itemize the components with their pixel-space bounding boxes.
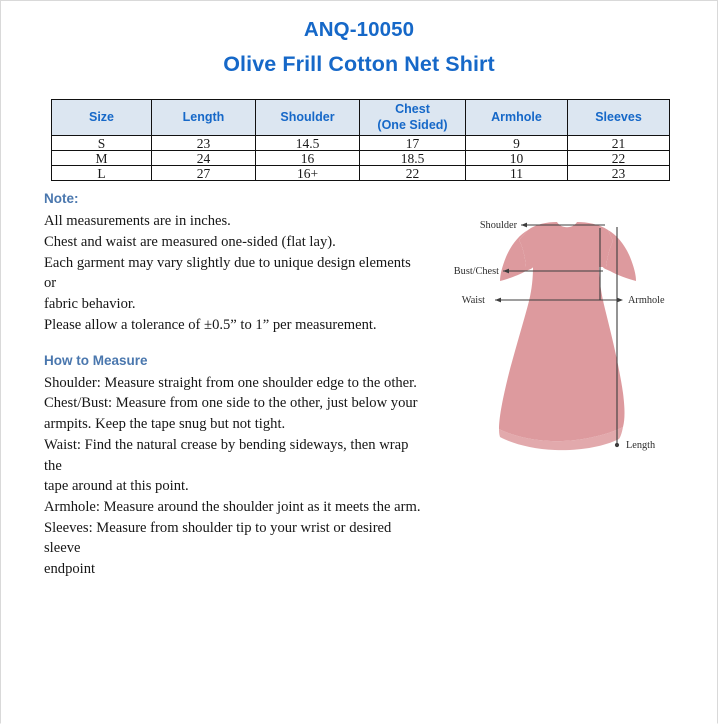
- how-to-measure-line: Shoulder: Measure straight from one shoulder edge to the other.: [44, 374, 417, 391]
- how-to-measure-line: Chest/Bust: Measure from one side to the other, just below your: [44, 395, 418, 412]
- column-header-armhole: Armhole: [466, 100, 568, 136]
- how-to-measure-line: Waist: Find the natural crease by bending sideways, then wrap the: [44, 436, 409, 474]
- cell-armhole: 10: [466, 151, 568, 166]
- size-chart-table-wrapper: [51, 99, 669, 181]
- column-header-chest: [360, 100, 466, 136]
- how-to-measure-heading: How to Measure: [44, 352, 148, 368]
- how-to-measure-line: endpoint: [44, 561, 96, 578]
- length-endpoint-icon: [615, 443, 619, 447]
- column-header-size: Size: [52, 100, 152, 136]
- cell-length: 24: [152, 151, 256, 166]
- how-to-measure-line: armpits. Keep the tape snug but not tight.: [44, 416, 286, 433]
- cell-shoulder: 16: [256, 151, 360, 166]
- cell-shoulder: 16+: [256, 166, 360, 181]
- cell-length: 27: [152, 166, 256, 181]
- title-block: [1, 1, 717, 76]
- shoulder-arrow-icon: [521, 223, 527, 228]
- measurement-diagram: [433, 197, 701, 469]
- column-header-chest-line1: Chest: [395, 102, 430, 116]
- waist-arrow-icon: [495, 298, 501, 303]
- instructions-column: [44, 191, 424, 580]
- how-to-measure-line: Sleeves: Measure from shoulder tip to your wrist or desired sleeve: [44, 519, 392, 557]
- cell-armhole: 9: [466, 136, 568, 151]
- cell-chest: 22: [360, 166, 466, 181]
- cell-chest: 18.5: [360, 151, 466, 166]
- diagram-label-waist: Waist: [461, 295, 485, 306]
- note-line: fabric behavior.: [44, 296, 136, 313]
- how-to-measure-line: Armhole: Measure around the shoulder joint as it meets the arm.: [44, 499, 421, 515]
- cell-sleeves: 21: [568, 136, 670, 151]
- cell-sleeves: 23: [568, 166, 670, 181]
- column-header-chest-line2: (One Sided): [377, 117, 448, 132]
- column-header-sleeves: Sleeves: [568, 100, 670, 136]
- size-chart-table: [51, 99, 670, 181]
- diagram-label-bust-chest: Bust/Chest: [453, 266, 499, 277]
- cell-length: 23: [152, 136, 256, 151]
- diagram-label-length: Length: [626, 440, 656, 451]
- column-header-shoulder: Shoulder: [256, 100, 360, 136]
- cell-chest: 17: [360, 136, 466, 151]
- note-line: Please allow a tolerance of ±0.5” to 1” per measurement.: [44, 316, 377, 333]
- note-line: Each garment may vary slightly due to unique design elements or: [44, 254, 411, 292]
- cell-size: L: [52, 166, 152, 181]
- cell-armhole: 11: [466, 166, 568, 181]
- cell-shoulder: 14.5: [256, 136, 360, 151]
- diagram-label-shoulder: Shoulder: [479, 220, 517, 231]
- cell-size: M: [52, 151, 152, 166]
- product-title: Olive Frill Cotton Net Shirt: [223, 51, 495, 76]
- how-to-measure-line: tape around at this point.: [44, 478, 189, 495]
- table-row: [52, 136, 670, 151]
- armhole-arrow-icon: [617, 298, 623, 303]
- table-header-row: [52, 100, 670, 136]
- diagram-label-armhole: Armhole: [628, 295, 665, 306]
- note-heading: Note:: [44, 191, 79, 206]
- cell-size: S: [52, 136, 152, 151]
- note-line: Chest and waist are measured one-sided (flat lay).: [44, 233, 336, 250]
- dress-illustration-icon: [499, 222, 636, 450]
- table-row: [52, 166, 670, 181]
- note-line: All measurements are in inches.: [44, 213, 231, 230]
- column-header-length: Length: [152, 100, 256, 136]
- table-row: [52, 151, 670, 166]
- sku-title: ANQ-10050: [303, 18, 415, 41]
- cell-sleeves: 22: [568, 151, 670, 166]
